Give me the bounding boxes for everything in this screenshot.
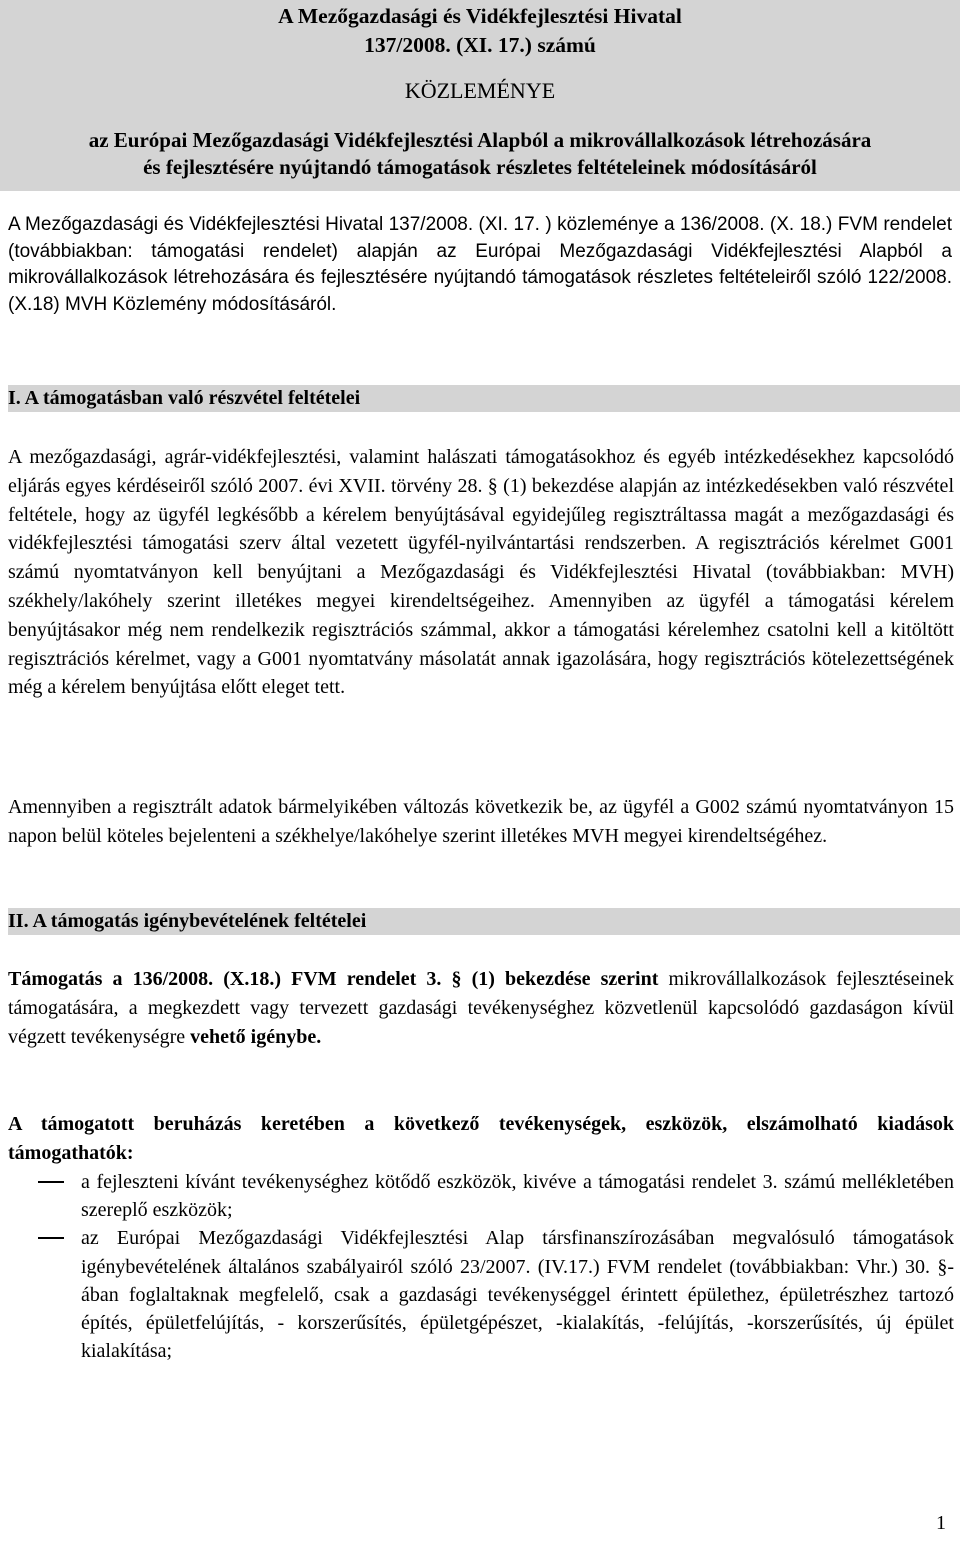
section-1-paragraph-2: Amennyiben a regisztrált adatok bármelyikében változás következik be, az ügyfél a G002 számú nyomtatványon 15 napon belül köteles bejelenteni a székhelye/lakóhelye szerint illetékes MVH megyei kirendeltségéhez. xyxy=(8,796,954,847)
number-line: 137/2008. (XI. 17.) számú xyxy=(364,33,596,57)
list-item xyxy=(8,1168,954,1224)
issuer-line: A Mezőgazdasági és Vidékfejlesztési Hivatal xyxy=(278,4,682,28)
eligible-costs-list xyxy=(8,1168,954,1365)
list-item xyxy=(8,1224,954,1365)
intro-text: A Mezőgazdasági és Vidékfejlesztési Hivatal 137/2008. (XI. 17. ) közleménye a 136/2008. (X. 18.) FVM rendelet (továbbiakban: támogatási rendelet) alapján az Európai Mezőgazdasági Vidékfejlesztési Alapból a mikrovállalkozások létrehozására és fejlesztésére nyújtandó támogatások részletes feltételeiről szóló 122/2008. (X.18) MVH Közlemény módosításáról. xyxy=(8,214,952,315)
intro-paragraph xyxy=(8,212,952,318)
dash-bullet-icon xyxy=(38,1181,64,1183)
document-header xyxy=(0,0,960,191)
section-2-paragraph-2: A támogatott beruházás keretében a következő tevékenységek, eszközök, elszámolható kiadások támogathatók: xyxy=(8,1113,954,1164)
support-purpose: mikrovállalkozások fejlesztéseinek támogatására, a megkezdett vagy tervezett gazdasági tevékenységhez közvetlenül kapcsolódó gazdaságon kívül végzett tevékenységre xyxy=(8,968,954,1048)
title-line-1: az Európai Mezőgazdasági Vidékfejlesztési Alapból a mikrovállalkozások létrehozására xyxy=(88,128,872,152)
list-item-text: a fejleszteni kívánt tevékenységhez kötődő eszközök, kivéve a támogatási rendelet 3. számú mellékletében szereplő eszközök; xyxy=(81,1171,954,1222)
section-1-paragraph-1: A mezőgazdasági, agrár-vidékfejlesztési, valamint halászati támogatásokhoz és egyéb intézkedésekhez kapcsolódó eljárás egyes kérdéseiről szóló 2007. évi XVII. törvény 28. § (1) bekezdése alapján az intézkedésekben való részvétel feltétele, hogy az ügyfél legkésőbb a kérelem benyújtásával egyidejűleg regisztráltassa magát a mezőgazdasági és vidékfejlesztési támogatási szerv által vezetett ügyfél-nyilvántartási rendszerben. A regisztrációs kérelmet G001 számú nyomtatványon kell benyújtani a Mezőgazdasági és Vidékfejlesztési Hivatal (továbbiakban: MVH) székhely/lakóhely szerint illetékes megyei kirendeltségeihez. Amennyiben az ügyfél a támogatási kérelem benyújtásakor még nem rendelkezik regisztrációs számmal, akkor a támogatási kérelemhez csatolni kell a kitöltött regisztrációs kérelmet, vagy a G001 nyomtatvány másolatát annak igazolására, hogy regisztrációs kötelezettségének még a kérelem benyújtása előtt eleget tett. xyxy=(8,446,954,699)
section-2-heading: II. A támogatás igénybevételének feltételei xyxy=(8,908,960,935)
document-type: KÖZLEMÉNYE xyxy=(404,78,556,103)
title-line-2: és fejlesztésére nyújtandó támogatások részletes feltételeinek módosításáról xyxy=(143,155,817,179)
support-available: vehető igénybe. xyxy=(190,1025,322,1048)
dash-bullet-icon xyxy=(38,1237,64,1239)
support-basis: Támogatás a 136/2008. (X.18.) FVM rendelet 3. § (1) bekezdése szerint xyxy=(8,968,659,990)
page-number: 1 xyxy=(936,1512,946,1534)
list-item-text: az Európai Mezőgazdasági Vidékfejlesztési Alap társfinanszírozásában megvalósuló támogatások igénybevételének általános szabályairól szóló 23/2007. (IV.17.) FVM rendelet (továbbiakban: Vhr.) 30. §-ában foglaltaknak megfelelő, csak a gazdasági tevékenységgel érintett épülethez, épületrészhez tartozó építés, épületfelújítás, - korszerűsítés, épületgépészet, -kialakítás, -felújítás, -korszerűsítés, új épület kialakítása; xyxy=(81,1227,954,1363)
section-2-paragraph-1 xyxy=(8,965,954,1051)
section-1-heading: I. A támogatásban való részvétel feltételei xyxy=(8,385,960,412)
